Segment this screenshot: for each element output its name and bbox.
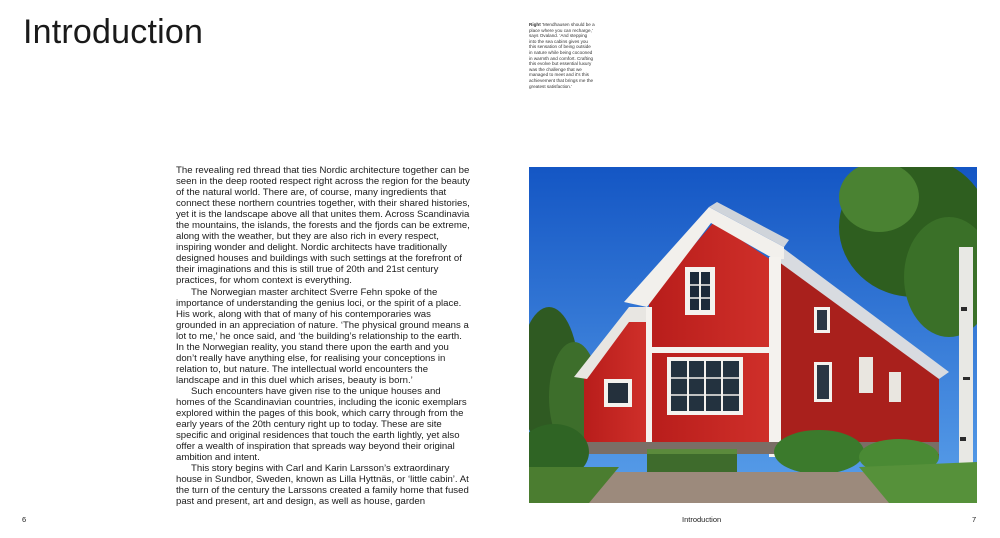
house-photo <box>529 167 977 503</box>
paragraph: Such encounters have given rise to the unique houses and homes of the Scandinavian countries, including the iconic exemplars explored within the pages of this book, which carry through from the early years of the 20th century right up to today. These are site specific and original residences that touch the earth lightly, yet also offer a wealth of inspiration that spreads way beyond their original ambition and intent. <box>176 385 467 464</box>
running-head: Introduction <box>682 515 722 524</box>
page-number-right: 7 <box>972 515 977 524</box>
page-title: Introduction <box>23 13 204 51</box>
photo-caption <box>529 22 595 89</box>
page-number-left: 6 <box>22 515 27 524</box>
paragraph: The Norwegian master architect Sverre Fehn spoke of the importance of understanding the genius loci, or the spirit of a place. His work, along with that of many of his contemporaries was grounded in an appreciation of nature. ‘The physical ground means a lot to me,’ he once said, and ‘the building’s relationship to the earth. In the Norwegian reality, you stand there upon the earth and you don’t really have anything else, for realising your conceptions in relation to, but nature. The intellectual world encounters the landscape and in this duel which arises, beauty is born.’ <box>176 286 469 386</box>
caption-label: Right <box>529 22 541 27</box>
body-text <box>176 165 472 507</box>
caption-text: ‘Mendhausen should be a place where you can recharge,’ says Ovaland. ‘And stepping into the sea cabins gives you this sensation of being outside in nature while being cocooned in warmth and comfort. Crafting this evolve but essential luxury was the challenge that we managed to meet and it’s this achievement that brings me the greatest satisfaction.’ <box>529 22 595 89</box>
paragraph: This story begins with Carl and Karin Larsson’s extraordinary house in Sundbor, Sweden, known as Lilla Hyttnäs, or ‘little cabin’. At the turn of the century the Larssons created a family home that fused past and present, art and design, as well as house, garden <box>176 463 469 508</box>
photo-red-wooden-house-icon <box>529 167 977 503</box>
paragraph: The revealing red thread that ties Nordic architecture together can be seen in the deep rooted respect right across the region for the beauty of the natural world. There are, of course, many ingredients that connect these northern countries together, with their shared histories, yet it is the landscape above all that unites them. Across Scandinavia the mountains, the islands, the forests and the fjords can be extreme, along with the weather, but they are also rich in every respect, inspiring wonder and delight. Nordic architects have traditionally designed houses and buildings with such settings at the forefront of their imaginations and this is still true of 20th and 21st century practices, for whom context is everything. <box>176 165 470 287</box>
